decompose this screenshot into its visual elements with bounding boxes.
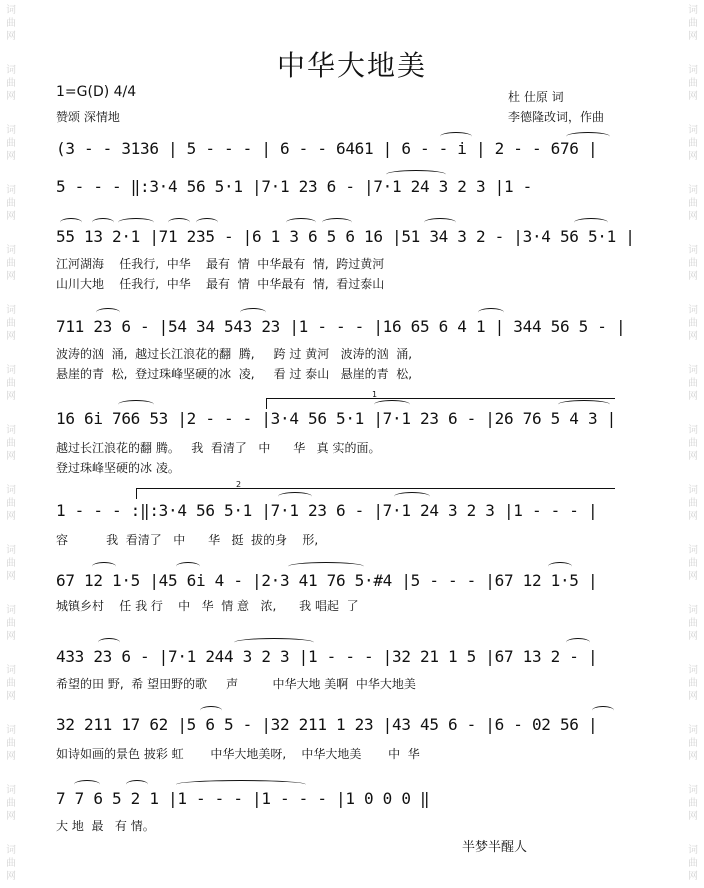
notation-line: 32 211 17 62 |5 6 5 - |32 211 1 23 |43 45 6 - |6 - 02 56 | <box>56 715 598 734</box>
slur-mark <box>92 562 116 571</box>
slur-mark <box>92 218 114 227</box>
slur-mark <box>234 638 314 647</box>
watermark-mark: 词 曲 网 <box>688 125 698 162</box>
slur-mark <box>592 706 614 715</box>
volta-number: 1 <box>372 390 378 399</box>
watermark-mark: 词 曲 网 <box>688 845 698 882</box>
watermark-mark: 词 曲 网 <box>6 5 16 42</box>
slur-mark <box>118 218 154 227</box>
notation-line: 711 23 6 - |54 34 543 23 |1 - - - |16 65 6 4 1 | 344 56 5 - | <box>56 317 626 336</box>
score-line <box>56 642 624 672</box>
watermark-mark: 词 曲 网 <box>688 665 698 702</box>
slur-mark <box>96 308 120 317</box>
watermark-mark: 词 曲 网 <box>688 725 698 762</box>
composer-credit: 李德隆改词，作曲 <box>508 110 605 124</box>
watermark-left <box>0 0 22 888</box>
tempo-marking: 赞颂 深情地 <box>56 110 120 124</box>
lyric-verse-2: 悬崖的青 松, 登过珠峰坚硬的冰 凌, 看 过 泰山 悬崖的青 松, <box>56 367 413 381</box>
slur-mark <box>440 132 472 141</box>
lyricist-credit: 杜 仕原 词 <box>508 90 564 104</box>
lyric-verse-1: 容 我 看清了 中 华 挺 拔的身 形, <box>56 533 319 547</box>
watermark-mark: 词 曲 网 <box>688 185 698 222</box>
watermark-mark: 词 曲 网 <box>6 365 16 402</box>
watermark-mark: 词 曲 网 <box>688 545 698 582</box>
lyric-verse-1: 希望的田 野, 希 望田野的歌 声 中华大地 美啊 中华大地美 <box>56 677 416 691</box>
watermark-mark: 词 曲 网 <box>688 425 698 462</box>
slur-mark <box>200 706 222 715</box>
watermark-mark: 词 曲 网 <box>6 125 16 162</box>
watermark-mark: 词 曲 网 <box>6 545 16 582</box>
notation-line: 5 - - - ‖:3·4 56 5·1 |7·1 23 6 - |7·1 24 3 2 3 |1 - <box>56 177 532 196</box>
slur-mark <box>196 218 218 227</box>
slur-mark <box>374 400 410 409</box>
slur-mark <box>240 308 266 317</box>
watermark-mark: 词 曲 网 <box>6 665 16 702</box>
watermark-mark: 词 曲 网 <box>6 245 16 282</box>
watermark-mark: 词 曲 网 <box>6 725 16 762</box>
slur-mark <box>288 562 364 571</box>
watermark-mark: 词 曲 网 <box>688 605 698 642</box>
watermark-mark: 词 曲 网 <box>688 485 698 522</box>
lyric-verse-1: 如诗如画的景色 披彩 虹 中华大地美呀, 中华大地美 中 华 <box>56 747 420 761</box>
slur-mark <box>286 218 316 227</box>
lyric-verse-1: 越过长江浪花的翻 腾。 我 看清了 中 华 真 实的面。 <box>56 441 381 455</box>
lyric-verse-1: 波涛的汹 涌, 越过长江浪花的翻 腾, 跨 过 黄河 波涛的汹 涌, <box>56 347 413 361</box>
lyric-verse-1: 城镇乡村 任 我 行 中 华 情 意 浓, 我 唱起 了 <box>56 599 359 613</box>
watermark-mark: 词 曲 网 <box>688 245 698 282</box>
watermark-mark: 词 曲 网 <box>6 305 16 342</box>
song-title: 中华大地美 <box>276 49 427 82</box>
slur-mark <box>74 780 100 789</box>
slur-mark <box>566 638 590 647</box>
notation-line: (3 - - 3136 | 5 - - - | 6 - - 6461 | 6 - - i | 2 - - 676 | <box>56 139 598 158</box>
slur-mark <box>126 780 148 789</box>
notation-line: 1 - - - :‖:3·4 56 5·1 |7·1 23 6 - |7·1 24 3 2 3 |1 - - - | <box>56 501 598 520</box>
notation-line: 16 6i 766 53 |2 - - - |3·4 56 5·1 |7·1 23 6 - |26 76 5 4 3 | <box>56 409 616 428</box>
watermark-mark: 词 曲 网 <box>688 65 698 102</box>
watermark-mark: 词 曲 网 <box>688 365 698 402</box>
lyric-verse-2: 山川大地 任我行, 中华 最有 情 中华最有 情, 看过泰山 <box>56 277 385 291</box>
slur-mark <box>386 170 446 179</box>
score-line <box>56 710 624 740</box>
slur-mark <box>98 638 120 647</box>
notation-line: 67 12 1·5 |45 6i 4 - |2·3 41 76 5·#4 |5 - - - |67 12 1·5 | <box>56 571 598 590</box>
slur-mark <box>566 132 610 141</box>
score-line <box>56 172 624 202</box>
score-line <box>56 134 624 164</box>
watermark-mark: 词 曲 网 <box>6 845 16 882</box>
score-line <box>56 496 624 526</box>
slur-mark <box>176 562 200 571</box>
watermark-mark: 词 曲 网 <box>6 65 16 102</box>
slur-mark <box>548 562 572 571</box>
slur-mark <box>322 218 352 227</box>
arranger-signature: 半梦半醒人 <box>462 840 528 855</box>
watermark-mark: 词 曲 网 <box>688 785 698 822</box>
tie-mark <box>176 780 306 789</box>
watermark-mark: 词 曲 网 <box>6 425 16 462</box>
slur-mark <box>118 400 154 409</box>
watermark-mark: 词 曲 网 <box>688 5 698 42</box>
slur-mark <box>168 218 190 227</box>
lyric-verse-1: 江河湖海 任我行, 中华 最有 情 中华最有 情, 跨过黄河 <box>56 257 385 271</box>
slur-mark <box>424 218 456 227</box>
watermark-mark: 词 曲 网 <box>6 485 16 522</box>
slur-mark <box>60 218 82 227</box>
watermark-mark: 词 曲 网 <box>688 305 698 342</box>
lyric-verse-1: 大 地 最 有 情。 <box>56 819 155 833</box>
slur-mark <box>394 492 430 501</box>
watermark-mark: 词 曲 网 <box>6 605 16 642</box>
notation-line: 7 7 6 5 2 1 |1 - - - |1 - - - |1 0 0 0 ‖ <box>56 789 430 808</box>
volta-number: 2 <box>236 480 242 489</box>
notation-line: 433 23 6 - |7·1 244 3 2 3 |1 - - - |32 21 1 5 |67 13 2 - | <box>56 647 598 666</box>
watermark-mark: 词 曲 网 <box>6 785 16 822</box>
slur-mark <box>574 218 608 227</box>
slur-mark <box>478 308 504 317</box>
key-signature: 1=G(D) 4/4 <box>56 84 137 100</box>
score-line <box>56 312 624 342</box>
lyric-verse-2: 登过珠峰坚硬的冰 凌。 <box>56 461 180 475</box>
watermark-right <box>682 0 704 888</box>
notation-line: 55 13 2·1 |71 235 - |6 1 3 6 5 6 16 |51 34 3 2 - |3·4 56 5·1 | <box>56 227 635 246</box>
slur-mark <box>558 400 610 409</box>
watermark-mark: 词 曲 网 <box>6 185 16 222</box>
slur-mark <box>278 492 312 501</box>
